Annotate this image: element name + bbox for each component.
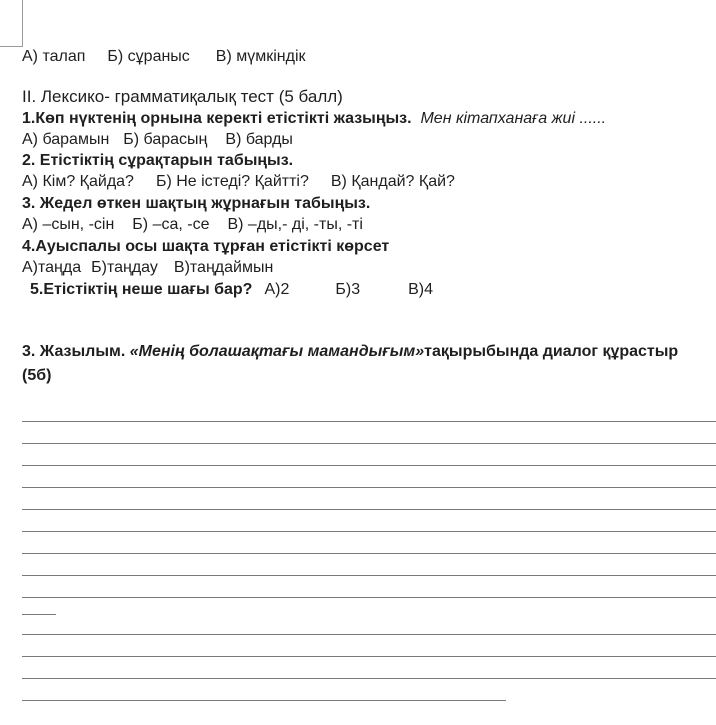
option-row-top: [22, 47, 306, 67]
question-4-text: 4.Ауыспалы осы шақта тұрған етістікті көрсет: [22, 238, 390, 255]
q2-option-c: В) Қандай? Қай?: [330, 173, 455, 190]
answer-line: [22, 656, 716, 657]
answer-line: [22, 553, 716, 554]
question-3-text: 3. Жедел өткен шақтың жұрнағын табыңыз.: [22, 195, 371, 212]
answer-line: [22, 443, 716, 444]
question-1-text: 1.Көп нүктенің орнына керекті етістікті жазыңыз.: [22, 110, 412, 127]
q1-option-b: Б) барасың: [123, 131, 208, 148]
writing-task-tail: тақырыбында диалог құрастыр: [424, 343, 679, 360]
q4-option-b: Б)таңдау: [91, 259, 158, 276]
q2-option-a: А) Кім? Қайда?: [22, 173, 134, 190]
q1-option-c: В) барды: [225, 131, 293, 148]
q5-option-a: А)2: [264, 281, 290, 298]
q1-option-a: А) барамын: [22, 131, 110, 148]
answer-line: [22, 634, 716, 635]
page-corner-mark: [0, 0, 23, 47]
writing-task-points: (5б): [22, 367, 52, 384]
option-a: А) талап: [22, 48, 86, 65]
option-c: В) мүмкіндік: [215, 48, 306, 65]
answer-line: [22, 509, 716, 510]
q4-option-c: В)таңдаймын: [173, 259, 274, 276]
answer-line: [22, 597, 716, 598]
answer-line: [22, 487, 716, 488]
question-4-options: [22, 258, 273, 278]
q3-option-a: А) –сын, -сін: [22, 216, 115, 233]
answer-line: [22, 465, 716, 466]
q2-option-b: Б) Не істеді? Қайтті?: [155, 173, 309, 190]
q5-option-c: В)4: [408, 281, 433, 298]
q5-option-b: Б)3: [335, 281, 361, 298]
question-1: [22, 109, 606, 129]
answer-line: [22, 678, 716, 679]
section-heading: II. Лексико- грамматиқалық тест (5 балл): [22, 87, 343, 106]
answer-line: [22, 575, 716, 576]
writing-task: [22, 342, 716, 362]
q3-option-b: Б) –са, -се: [132, 216, 210, 233]
question-1-options: [22, 130, 293, 150]
question-1-prompt: Мен кітапханаға жиі ......: [420, 110, 607, 127]
question-2-text: 2. Етістіктің сұрақтарын табыңыз.: [22, 152, 294, 169]
question-5: [30, 280, 433, 300]
question-3-options: [22, 215, 363, 235]
question-5-text: 5.Етістіктің неше шағы бар?: [30, 281, 253, 298]
answer-line-short: [22, 614, 56, 615]
writing-task-lead: 3. Жазылым.: [22, 343, 126, 360]
q3-option-c: В) –ды,- ді, -ты, -ті: [227, 216, 363, 233]
option-b: Б) сұраныс: [107, 48, 190, 65]
writing-task-topic: «Менің болашақтағы мамандығым»: [129, 343, 425, 360]
q4-option-a: А)таңда: [22, 259, 82, 276]
question-2-options: [22, 172, 455, 192]
answer-line: [22, 421, 716, 422]
answer-line: [22, 531, 716, 532]
answer-line-last: [22, 700, 506, 701]
